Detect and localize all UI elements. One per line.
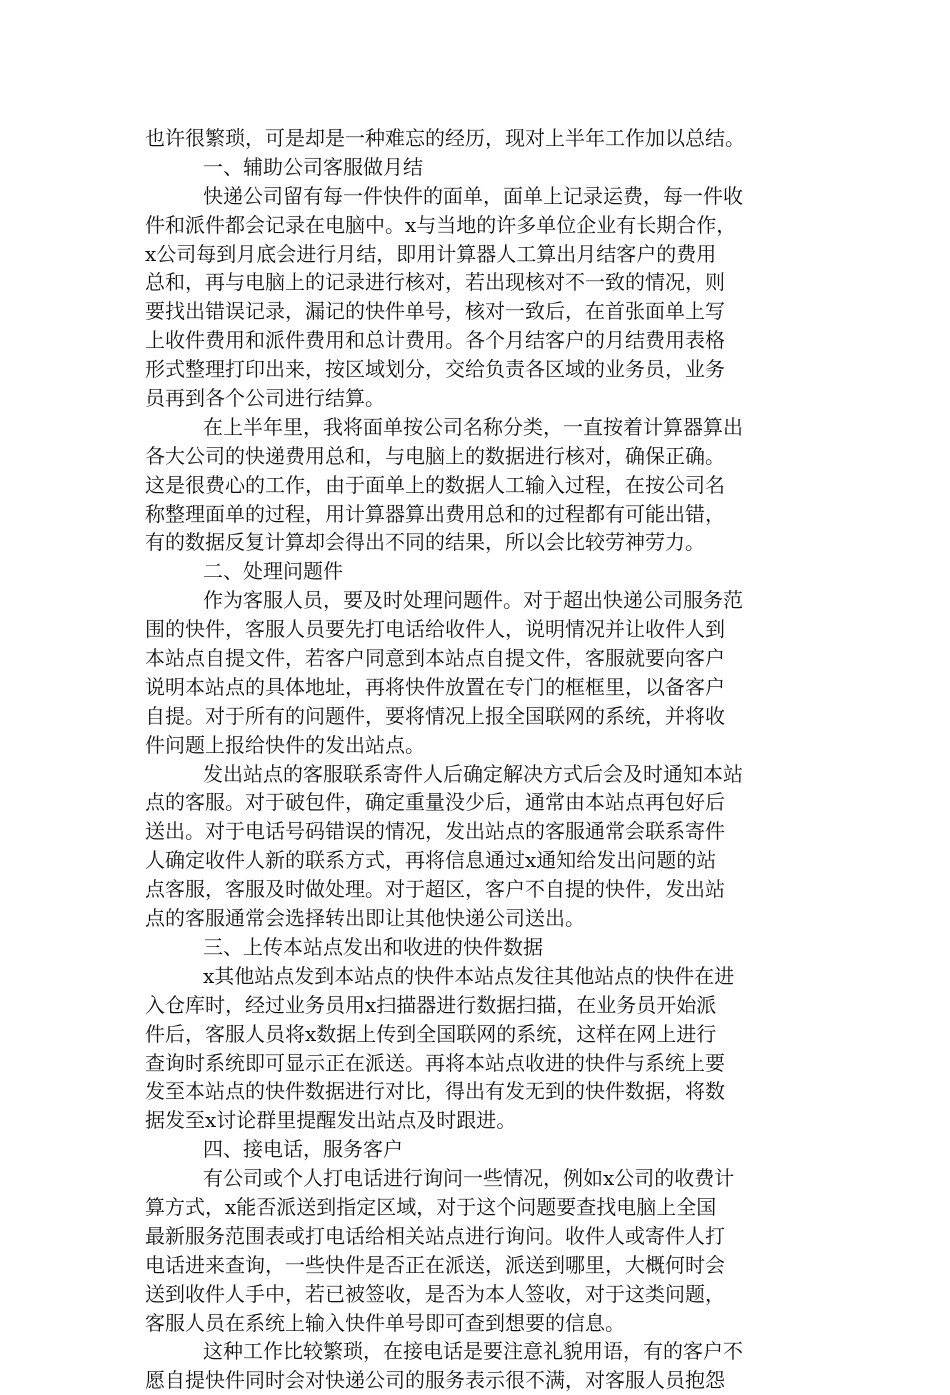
body-line: 点的客服。对于破包件，确定重量没少后，通常由本站点再包好后: [145, 790, 725, 815]
body-line: 据发至x讨论群里提醒发出站点及时跟进。: [145, 1108, 517, 1133]
body-line: 客服人员在系统上输入快件单号即可查到想要的信息。: [145, 1310, 625, 1335]
body-line: 送到收件人手中，若已被签收，是否为本人签收，对于这类问题，: [145, 1281, 725, 1306]
body-line: 点的客服通常会选择转出即让其他快递公司送出。: [145, 906, 585, 931]
body-line: 有的数据反复计算却会得出不同的结果，所以会比较劳神劳力。: [145, 530, 705, 555]
body-line: 围的快件，客服人员要先打电话给收件人，说明情况并让收件人到: [145, 617, 725, 642]
body-line: 员再到各个公司进行结算。: [145, 386, 385, 411]
body-line: 人确定收件人新的联系方式，再将信息通过x通知给发出问题的站: [145, 848, 717, 873]
body-line: 总和，再与电脑上的记录进行核对，若出现核对不一致的情况，则: [145, 270, 725, 295]
paragraph-start: 这种工作比较繁琐，在接电话是要注意礼貌用语，有的客户不: [203, 1339, 743, 1364]
paragraph-start: 作为客服人员，要及时处理问题件。对于超出快递公司服务范: [203, 588, 743, 613]
body-line: 查询时系统即可显示正在派送。再将本站点收进的快件与系统上要: [145, 1050, 725, 1075]
body-line: 入仓库时，经过业务员用x扫描器进行数据扫描，在业务员开始派: [145, 992, 717, 1017]
body-line: 发至本站点的快件数据进行对比，得出有发无到的快件数据，将数: [145, 1079, 725, 1104]
body-line: 本站点自提文件，若客户同意到本站点自提文件，客服就要向客户: [145, 646, 725, 671]
body-line: 称整理面单的过程，用计算器算出费用总和的过程都有可能出错，: [145, 501, 725, 526]
paragraph-start: 在上半年里，我将面单按公司名称分类，一直按着计算器算出: [203, 414, 743, 439]
section-heading-1: 一、辅助公司客服做月结: [203, 154, 423, 179]
body-line: x公司每到月底会进行月结，即用计算器人工算出月结客户的费用: [145, 241, 717, 266]
document-body: [145, 124, 825, 1395]
body-line: 说明本站点的具体地址，再将快件放置在专门的框框里，以备客户: [145, 674, 725, 699]
section-heading-2: 二、处理问题件: [203, 559, 343, 584]
body-line: 要找出错误记录，漏记的快件单号，核对一致后，在首张面单上写: [145, 299, 725, 324]
body-line: 最新服务范围表或打电话给相关站点进行询问。收件人或寄件人打: [145, 1223, 725, 1248]
paragraph-start: 发出站点的客服联系寄件人后确定解决方式后会及时通知本站: [203, 761, 743, 786]
paragraph-start: x其他站点发到本站点的快件本站点发往其他站点的快件在进: [203, 963, 735, 988]
paragraph-start: 有公司或个人打电话进行询问一些情况，例如x公司的收费计: [203, 1166, 735, 1191]
body-line: 送出。对于电话号码错误的情况，发出站点的客服通常会联系寄件: [145, 819, 725, 844]
body-line: 各大公司的快递费用总和，与电脑上的数据进行核对，确保正确。: [145, 443, 725, 468]
body-line: 电话进来查询，一些快件是否正在派送，派送到哪里，大概何时会: [145, 1252, 725, 1277]
body-line: 形式整理打印出来，按区域划分，交给负责各区域的业务员，业务: [145, 357, 725, 382]
body-line: 件后，客服人员将x数据上传到全国联网的系统，这样在网上进行: [145, 1021, 717, 1046]
body-line: 愿自提快件同时会对快递公司的服务表示很不满，对客服人员抱怨: [145, 1368, 725, 1393]
body-line: 件和派件都会记录在电脑中。x与当地的许多单位企业有长期合作，: [145, 212, 737, 237]
body-line: 算方式，x能否派送到指定区域，对于这个问题要查找电脑上全国: [145, 1194, 717, 1219]
body-line: 这是很费心的工作，由于面单上的数据人工输入过程，在按公司名: [145, 472, 725, 497]
body-line: 点客服，客服及时做处理。对于超区，客户不自提的快件，发出站: [145, 877, 725, 902]
body-line: 自提。对于所有的问题件，要将情况上报全国联网的系统，并将收: [145, 703, 725, 728]
body-line: 件问题上报给快件的发出站点。: [145, 732, 425, 757]
section-heading-3: 三、上传本站点发出和收进的快件数据: [203, 934, 543, 959]
paragraph-start: 快递公司留有每一件快件的面单，面单上记录运费，每一件收: [203, 183, 743, 208]
body-line: 也许很繁琐，可是却是一种难忘的经历，现对上半年工作加以总结。: [145, 126, 745, 150]
body-line: 上收件费用和派件费用和总计费用。各个月结客户的月结费用表格: [145, 328, 725, 353]
section-heading-4: 四、接电话，服务客户: [203, 1137, 403, 1162]
